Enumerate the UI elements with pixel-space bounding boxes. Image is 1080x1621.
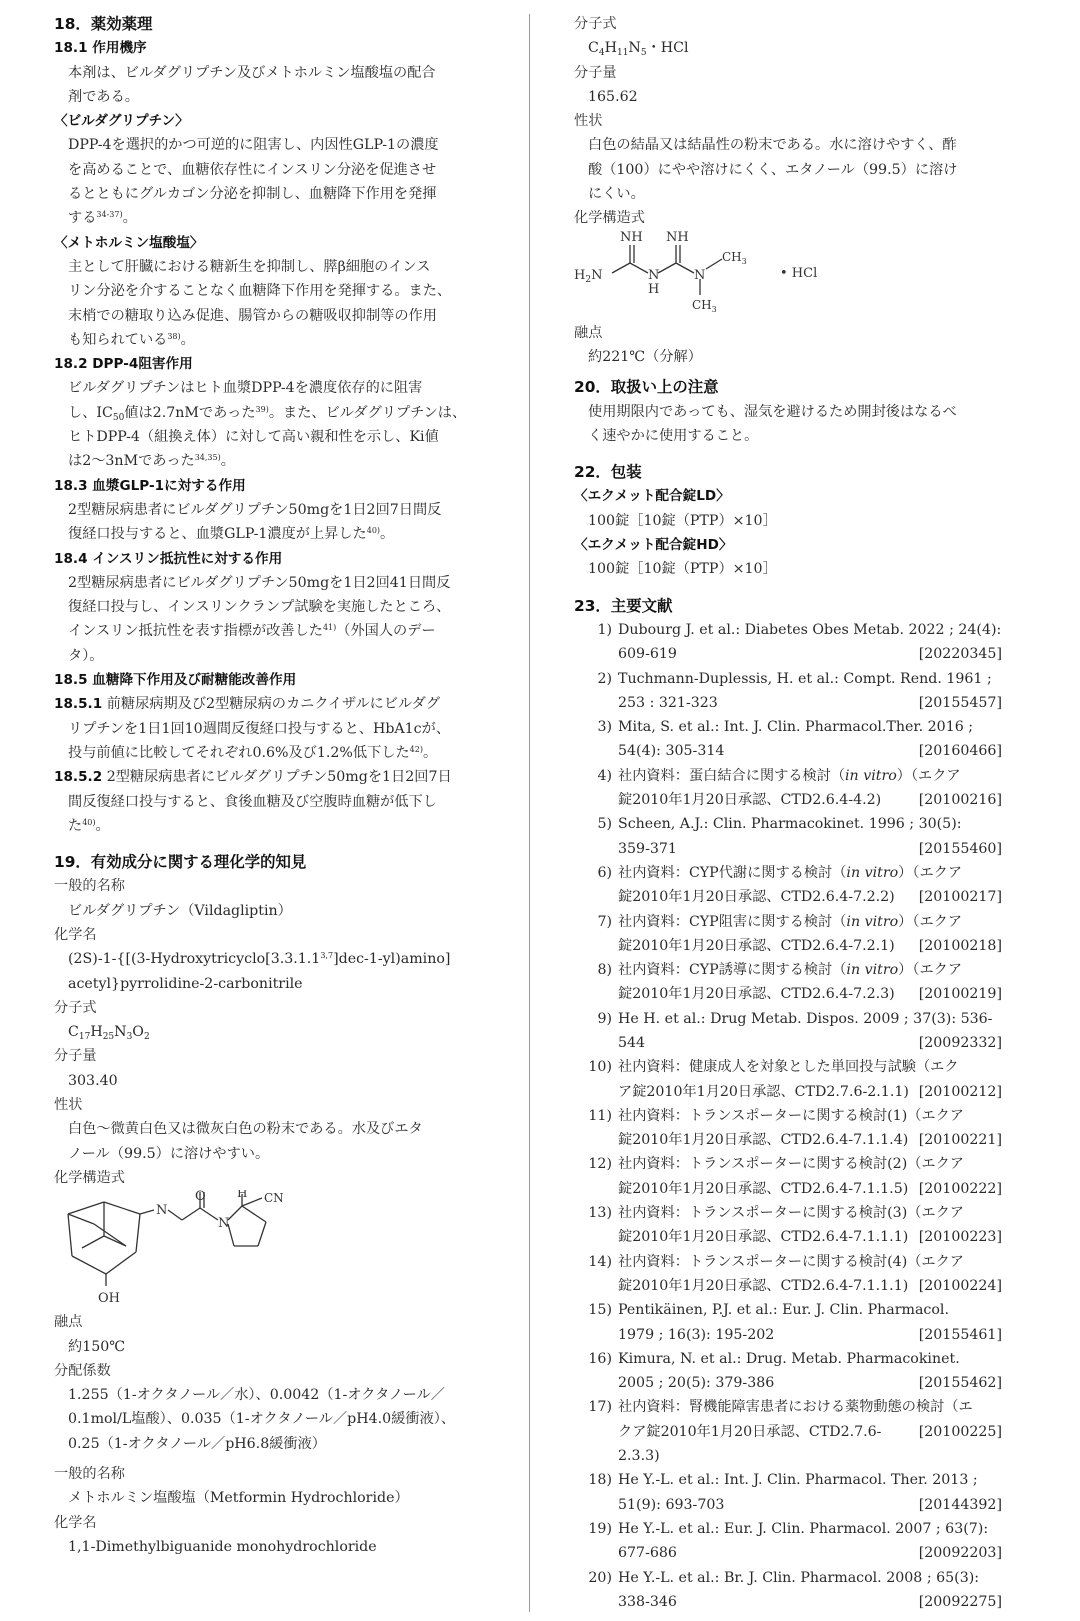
reference-number: 6) (597, 864, 612, 881)
section-20-body: 使用期限内であっても、湿気を避けるため開封後はなるべ く速やかに使用すること。 (588, 403, 957, 444)
section-22-title: 22．包装 (574, 463, 642, 482)
label-structure-2: 化学構造式 (574, 210, 645, 227)
right-column (574, 12, 1002, 1614)
reference-line-1: Tuchmann-Duplessis, H. et al.: Compt. Rend. 1961 ; (618, 670, 992, 687)
svg-text:N: N (648, 267, 660, 283)
reference-number: 16) (588, 1350, 612, 1367)
reference-item (574, 1395, 1002, 1468)
label-melting-point-2: 融点 (574, 324, 603, 341)
citation: 34-37) (96, 210, 123, 220)
reference-id: [20100221] (918, 1132, 1002, 1149)
section-18-title: 18．薬効薬理 (54, 15, 153, 33)
vildagliptin-partition: 1.255（1-オクタノール／水）、0.0042（1-オクタノール／ 0.1mol/L塩酸）、0.035（1-オクタノール／pH4.0緩衝液）、 0.25（1-オクタノール／pH6.8緩衝液） (68, 1387, 456, 1452)
reference-line-2: 錠2010年1月20日承認、CTD2.6.4-7.1.1.1) [20100224] (618, 1274, 1002, 1298)
reference-number: 18) (588, 1472, 612, 1489)
reference-number: 13) (588, 1205, 612, 1222)
reference-id: [20100217] (918, 889, 1002, 906)
reference-number: 2) (597, 670, 612, 687)
metformin-description: 白色の結晶又は結晶性の粉末である。水に溶けやすく、酢 酸（100）にやや溶けにくく、エタノール（99.5）に溶け にくい。 (588, 137, 958, 203)
section-18-5-title: 18.5 血糖降下作用及び耐糖能改善作用 (54, 672, 297, 689)
reference-line-2: 338-346 [20092275] (618, 1590, 1002, 1614)
reference-number: 11) (588, 1107, 612, 1124)
label-molecular-weight: 分子量 (54, 1048, 97, 1065)
label-molecular-formula-2: 分子式 (574, 16, 617, 32)
reference-line-2: 544 [20092332] (618, 1031, 1002, 1055)
svg-text:H: H (648, 281, 660, 297)
svg-text:CN: CN (264, 1191, 284, 1206)
reference-line-2: 1979 ; 16(3): 195-202 [20155461] (618, 1323, 1002, 1347)
svg-text:NH: NH (620, 230, 643, 245)
vildagliptin-mp: 約150℃ (68, 1338, 126, 1355)
reference-line-1: He Y.-L. et al.: Br. J. Clin. Pharmacol. 2008 ; 65(3): (618, 1569, 980, 1586)
reference-number: 8) (597, 962, 612, 979)
reference-item (574, 1104, 1002, 1153)
reference-line-2: ア錠2010年1月20日承認、CTD2.7.6-2.1.1) [20100212] (618, 1080, 1002, 1104)
reference-id: [20100222] (918, 1180, 1002, 1197)
svg-text:O: O (195, 1190, 206, 1205)
reference-line-1: 社内資料：CYP阻害に関する検討（in vitro）（エクア (618, 913, 963, 930)
svg-text:N: N (156, 1203, 168, 1219)
section-18-4-body: 2型糖尿病患者にビルダグリプチン50mgを1日2回41日間反 復経口投与し、インスリンクランプ試験を実施したところ、 インスリン抵抗性を表す指標が改善した$^{41)}$（外国人のデー タ）。 (68, 574, 451, 664)
reference-line-2: 609-619 [20220345] (618, 642, 1002, 666)
reference-id: [20144392] (918, 1496, 1002, 1513)
metformin-formula: $C_4H_{11}N_5$・HCl (588, 40, 689, 59)
label-generic-name: 一般的名称 (54, 878, 125, 895)
reference-number: 4) (597, 767, 612, 784)
reference-number: 3) (597, 719, 612, 736)
reference-line-1: 社内資料：蛋白結合に関する検討（in vitro）（エクア (618, 767, 961, 784)
label-melting-point: 融点 (54, 1314, 83, 1331)
section-18-5-2: 18.5.2 2型糖尿病患者にビルダグリプチン50mgを1日2回7日 間反復経口投与すると、食後血糖及び空腹時血糖が低下し た$^{40)}$。 (54, 769, 452, 834)
section-18-4-title: 18.4 インスリン抵抗性に対する作用 (54, 550, 283, 567)
label-description: 性状 (54, 1097, 83, 1114)
reference-item (574, 618, 1002, 667)
label-chemical-name-2: 化学名 (54, 1514, 97, 1531)
label-structure: 化学構造式 (54, 1169, 125, 1186)
citation: 40) (82, 817, 96, 827)
vildagliptin-chemical-name: (2S)-1-{[(3-Hydroxytricyclo[3.3.1.1$^{3,7}$]dec-1-yl)amino] acetyl}pyrrolidine-2-carbonitrile (68, 951, 451, 992)
reference-id: [20155461] (918, 1326, 1002, 1343)
reference-item (574, 667, 1002, 716)
reference-line-1: Kimura, N. et al.: Drug. Metab. Pharmacokinet. (618, 1350, 960, 1367)
vildagliptin-structure-drawing (54, 1190, 314, 1310)
section-18-3-body: 2型糖尿病患者にビルダグリプチン50mgを1日2回7日間反 復経口投与すると、血漿GLP-1濃度が上昇した$^{40)}$。 (68, 501, 442, 543)
reference-line-1: 社内資料：腎機能障害患者における薬物動態の検討（エ (618, 1399, 973, 1416)
reference-line-1: Mita, S. et al.: Int. J. Clin. Pharmacol.Ther. 2016 ; (618, 719, 974, 736)
reference-line-1: Scheen, A.J.: Clin. Pharmacokinet. 1996 ; 30(5): (618, 816, 962, 833)
svg-text:H: H (237, 1190, 248, 1201)
reference-line-1: 社内資料：トランスポーターに関する検討(1)（エクア (618, 1107, 964, 1124)
reference-line-2: 錠2010年1月20日承認、CTD2.6.4-7.1.1.1) [20100223] (618, 1225, 1002, 1249)
citation: 39) (255, 404, 269, 414)
citation: 40) (366, 526, 381, 536)
reference-line-2: 錠2010年1月20日承認、CTD2.6.4-7.1.1.5) [20100222] (618, 1177, 1002, 1201)
svg-text:CH3: $CH_3$ (692, 297, 717, 314)
label-description-2: 性状 (574, 113, 603, 130)
metformin-mechanism: 主として肝臓における糖新生を抑制し、膵β細胞のインス リン分泌を介することなく血糖降下作用を発揮する。また、 末梢での糖取り込み促進、腸管からの糖吸収抑制等の作用 も知られている$^{38)}$。 (68, 258, 452, 348)
reference-id: [20155460] (918, 840, 1002, 857)
reference-line-2: 677-686 [20092203] (618, 1541, 1002, 1565)
reference-line-2: 錠2010年1月20日承認、CTD2.6.4-7.2.1) [20100218] (618, 934, 1002, 958)
vildagliptin-heading: 〈ビルダグリプチン〉 (54, 113, 189, 130)
reference-number: 7) (597, 913, 612, 930)
column-divider (529, 14, 530, 1612)
section-18-1-title: 18.1 作用機序 (54, 40, 147, 57)
metformin-chemical-name: 1,1-Dimethylbiguanide monohydrochloride (68, 1538, 377, 1555)
svg-text:OH: OH (98, 1291, 120, 1307)
reference-item (574, 1566, 1002, 1615)
reference-line-2: 錠2010年1月20日承認、CTD2.6.4-4.2) [20100216] (618, 788, 1002, 812)
reference-line-2: 359-371 [20155460] (618, 837, 1002, 861)
reference-id: [20092332] (918, 1034, 1002, 1051)
reference-item (574, 812, 1002, 861)
reference-number: 15) (588, 1302, 612, 1319)
label-chemical-name: 化学名 (54, 926, 97, 943)
section-18-2-body: ビルダグリプチンはヒト血漿DPP-4を濃度依存的に阻害 し、$IC_{50}$値は2.7nMであった$^{39)}$。また、ビルダグリプチンは、 ヒトDPP-4（組換え体）に対して高い親和性を示し、Ki値 は2～3nMであった$^{34,35)}$。 (68, 380, 467, 470)
package-ld-heading: 〈エクメット配合錠LD〉 (574, 488, 730, 505)
reference-line-2: 錠2010年1月20日承認、CTD2.6.4-7.2.2) [20100217] (618, 885, 1002, 909)
reference-line-1: 社内資料：CYP誘導に関する検討（in vitro）（エクア (618, 962, 963, 979)
reference-number: 1) (597, 621, 612, 638)
section-18-3-title: 18.3 血漿GLP-1に対する作用 (54, 477, 246, 494)
vildagliptin-mechanism: DPP-4を選択的かつ可逆的に阻害し、内因性GLP-1の濃度 を高めることで、血糖依存性にインスリン分泌を促進させ るとともにグルカゴン分泌を抑制し、血糖降下作用を発揮 する$^{34-37)}$。 (68, 137, 439, 227)
citation: 38) (167, 331, 181, 341)
reference-item (574, 910, 1002, 959)
svg-text:N: N (694, 267, 706, 283)
reference-number: 19) (588, 1520, 612, 1537)
reference-line-1: He Y.-L. et al.: Eur. J. Clin. Pharmacol. 2007 ; 63(7): (618, 1520, 989, 1537)
reference-line-1: 社内資料：トランスポーターに関する検討(4)（エクア (618, 1253, 964, 1270)
reference-line-1: He Y.-L. et al.: Int. J. Clin. Pharmacol. Ther. 2013 ; (618, 1472, 978, 1489)
reference-item (574, 1517, 1002, 1566)
reference-id: [20100225] (918, 1423, 1002, 1440)
section-18-2-title: 18.2 DPP-4阻害作用 (54, 356, 193, 373)
reference-number: 10) (588, 1059, 612, 1076)
reference-item (574, 861, 1002, 910)
vildagliptin-formula: $C_{17}H_{25}N_3O_2$ (68, 1024, 150, 1043)
metformin-generic-name: メトホルミン塩酸塩（Metformin Hydrochloride） (68, 1490, 409, 1507)
package-ld: 100錠［10錠（PTP）×10］ (588, 512, 777, 529)
reference-id: [20100218] (918, 937, 1002, 954)
reference-number: 14) (588, 1253, 612, 1270)
section-23-title: 23．主要文献 (574, 596, 673, 615)
svg-text:N: N (218, 1216, 230, 1232)
reference-line-2: クア錠2010年1月20日承認、CTD2.7.6-2.3.3) [20100225] (618, 1420, 1002, 1469)
reference-item (574, 1007, 1002, 1056)
citation: 41) (322, 623, 337, 633)
metformin-mw: 165.62 (588, 88, 638, 105)
svg-text:• HCl: • HCl (780, 265, 818, 281)
reference-id: [20100216] (918, 792, 1002, 809)
reference-line-2: 253 : 321-323 [20155457] (618, 691, 1002, 715)
reference-number: 20) (588, 1569, 612, 1586)
package-hd-heading: 〈エクメット配合錠HD〉 (574, 537, 733, 554)
reference-id: [20100224] (918, 1277, 1002, 1294)
label-generic-name-2: 一般的名称 (54, 1466, 125, 1483)
reference-list (574, 618, 1002, 1614)
reference-line-2: 54(4): 305-314 [20160466] (618, 739, 1002, 763)
metformin-structure (574, 231, 1002, 321)
label-molecular-formula: 分子式 (54, 999, 97, 1016)
reference-item (574, 715, 1002, 764)
reference-line-2: 51(9): 693-703 [20144392] (618, 1493, 1002, 1517)
reference-id: [20092275] (918, 1593, 1002, 1610)
reference-id: [20100212] (918, 1083, 1002, 1100)
reference-item (574, 958, 1002, 1007)
reference-line-1: 社内資料：トランスポーターに関する検討(2)（エクア (618, 1156, 964, 1173)
reference-id: [20100219] (918, 986, 1002, 1003)
reference-item (574, 1468, 1002, 1517)
vildagliptin-mw: 303.40 (68, 1072, 118, 1089)
reference-id: [20092203] (918, 1545, 1002, 1562)
metformin-structure-drawing (574, 231, 874, 321)
citation: 34,35) (194, 453, 221, 463)
metformin-heading: 〈メトホルミン塩酸塩〉 (54, 234, 204, 251)
reference-id: [20100223] (918, 1229, 1002, 1246)
section-19-title: 19．有効成分に関する理化学的知見 (54, 853, 307, 872)
reference-line-1: 社内資料：トランスポーターに関する検討(3)（エクア (618, 1205, 964, 1222)
reference-id: [20155457] (918, 694, 1002, 711)
reference-line-1: Dubourg J. et al.: Diabetes Obes Metab. 2022 ; 24(4): (618, 621, 1002, 638)
reference-item (574, 1250, 1002, 1299)
citation: 42) (409, 744, 423, 754)
reference-item (574, 764, 1002, 813)
package-hd: 100錠［10錠（PTP）×10］ (588, 561, 777, 578)
reference-line-2: 2005 ; 20(5): 379-386 [20155462] (618, 1371, 1002, 1395)
reference-line-1: He H. et al.: Drug Metab. Dispos. 2009 ; 37(3): 536- (618, 1010, 993, 1027)
svg-text:H2N: $H_2N$ (574, 267, 603, 285)
vildagliptin-generic-name: ビルダグリプチン（Vildagliptin） (68, 902, 292, 919)
reference-item (574, 1201, 1002, 1250)
reference-line-1: 社内資料：健康成人を対象とした単回投与試験（エク (618, 1059, 959, 1076)
reference-number: 17) (588, 1399, 612, 1416)
reference-line-2: 錠2010年1月20日承認、CTD2.6.4-7.2.3) [20100219] (618, 982, 1002, 1006)
metformin-mp: 約221℃（分解） (588, 348, 702, 365)
reference-id: [20160466] (918, 743, 1002, 760)
vildagliptin-description: 白色～微黄白色又は微灰白色の粉末である。水及びエタ ノール（99.5）に溶けやすい。 (68, 1121, 423, 1162)
reference-number: 5) (597, 816, 612, 833)
label-partition-coefficient: 分配係数 (54, 1362, 111, 1379)
section-20-title: 20．取扱い上の注意 (574, 378, 719, 397)
reference-item (574, 1055, 1002, 1104)
reference-line-1: 社内資料：CYP代謝に関する検討（in vitro）（エクア (618, 864, 963, 881)
reference-id: [20155462] (918, 1375, 1002, 1392)
section-18-1-intro: 本剤は、ビルダグリプチン及びメトホルミン塩酸塩の配合 剤である。 (68, 64, 436, 105)
svg-text:NH: NH (666, 230, 689, 245)
vildagliptin-structure (54, 1190, 482, 1310)
reference-line-1: Pentikäinen, P.J. et al.: Eur. J. Clin. Pharmacol. (618, 1302, 949, 1319)
reference-id: [20220345] (918, 646, 1002, 663)
left-column (54, 12, 482, 1559)
reference-item (574, 1347, 1002, 1396)
reference-line-2: 錠2010年1月20日承認、CTD2.6.4-7.1.1.4) [20100221] (618, 1128, 1002, 1152)
reference-number: 9) (597, 1010, 612, 1027)
section-18-5-1: 18.5.1 前糖尿病期及び2型糖尿病のカニクイザルにビルダグ リプチンを1日1回10週間反復経口投与すると、HbA1cが、 投与前値に比較してそれぞれ0.6%及び1.2%低下した$^{42)}$。 (54, 696, 451, 761)
svg-text:CH3: $CH_3$ (722, 249, 747, 266)
reference-item (574, 1298, 1002, 1347)
label-molecular-weight-2: 分子量 (574, 64, 617, 81)
reference-item (574, 1152, 1002, 1201)
reference-number: 12) (588, 1156, 612, 1173)
